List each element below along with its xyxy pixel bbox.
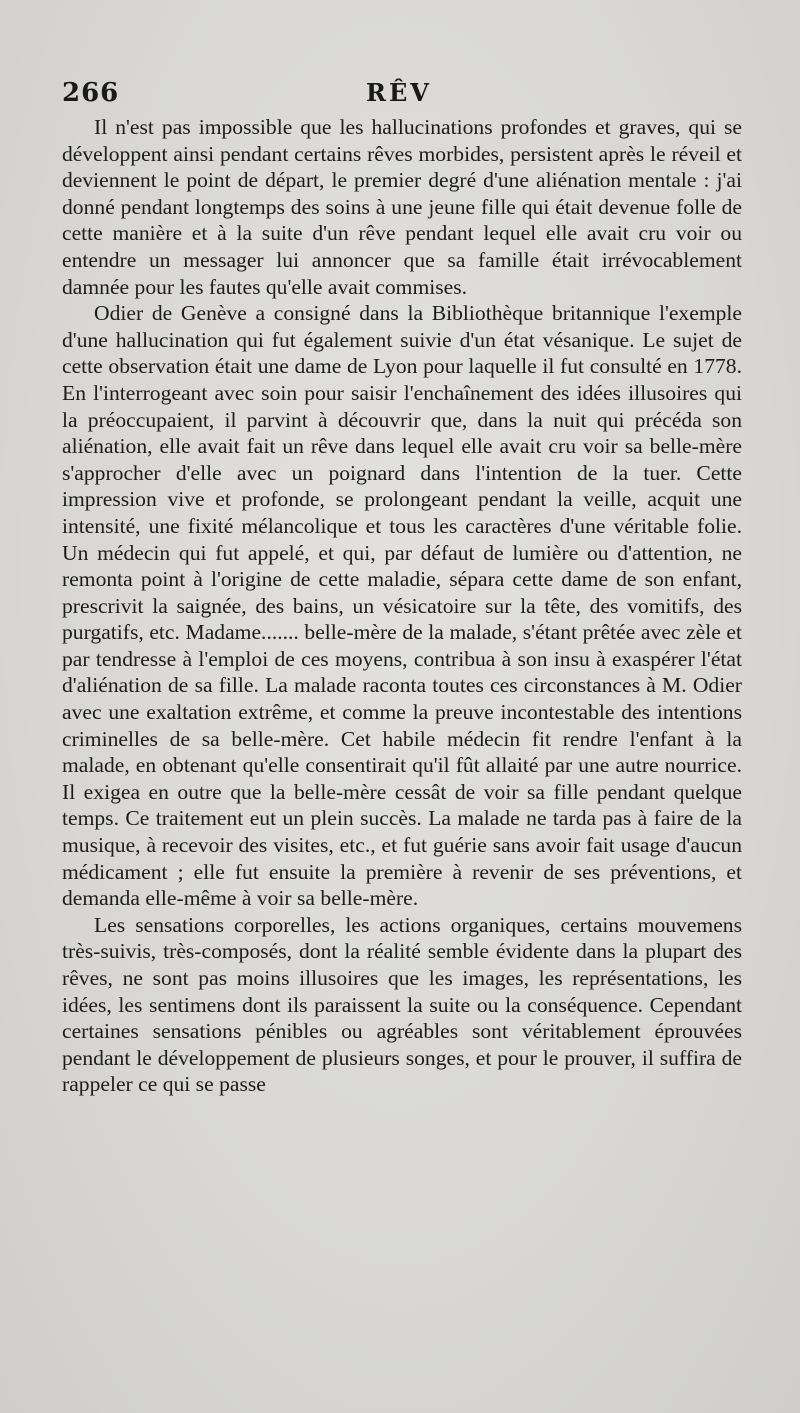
body-text (62, 114, 742, 1098)
running-head: RÊV (366, 78, 432, 107)
paragraph-1: Il n'est pas impossible que les hallucinations profondes et graves, qui se développent ainsi pendant certains rêves morbides, persistent après le réveil et deviennent le point de départ, le premier degré d'une aliénation mentale : j'ai donné pendant longtemps des soins à une jeune fille qui était devenue folle de cette manière et à la suite d'un rêve pendant lequel elle avait cru voir ou entendre un messager lui annoncer que sa famille était irrévocablement damnée pour les fautes qu'elle avait commises. (62, 115, 742, 299)
paragraph-3: Les sensations corporelles, les actions organiques, certains mouvemens très-suivis, très-composés, dont la réalité semble évidente dans la plupart des rêves, ne sont pas moins illusoires que les images, les représentations, les idées, les sentimens dont ils paraissent la suite ou la conséquence. Cependant certaines sensations pénibles ou agréables sont véritablement éprouvées pendant le développement de plusieurs songes, et pour le prouver, il suffira de rappeler ce qui se passe (62, 912, 742, 1097)
page-header (62, 78, 742, 114)
paragraph-2: Odier de Genève a consigné dans la Bibliothèque britannique l'exemple d'une hallucination qui fut également suivie d'un état vésanique. Le sujet de cette observation était une dame de Lyon pour laquelle il fut consulté en 1778. En l'interrogeant avec soin pour saisir l'enchaînement des idées illusoires qui la préoccupaient, il parvint à découvrir que, dans la nuit qui précéda son aliénation, elle avait fait un rêve dans lequel elle avait cru voir sa belle-mère s'approcher d'elle avec un poignard dans l'intention de la tuer. Cette impression vive et profonde, se prolongeant pendant la veille, acquit une intensité, une fixité mélancolique et tous les caractères d'une véritable folie. Un médecin qui fut appelé, et qui, par défaut de lumière ou d'attention, ne remonta point à l'origine de cette maladie, sépara cette dame de son enfant, prescrivit la saignée, des bains, un vésicatoire sur la tête, des vomitifs, des purgatifs, etc. Madame....... belle-mère de la malade, s'étant prêtée avec zèle et par tendresse à l'emploi de ces moyens, contribua à son insu à exaspérer l'état d'aliénation de sa fille. La malade raconta toutes ces circonstances à M. Odier avec une exaltation extrême, et comme la preuve incontestable des intentions criminelles de sa belle-mère. Cet habile médecin fit rendre l'enfant à la malade, en obtenant qu'elle consentirait qu'il fût allaité par une autre nourrice. Il exigea en outre que la belle-mère cessât de voir sa fille pendant quelque temps. Ce traitement eut un plein succès. La malade ne tarda pas à faire de la musique, à recevoir des visites, etc., et fut guérie sans avoir fait usage d'aucun médicament ; elle fut ensuite la première à revenir de ses préventions, et demanda elle-même à voir sa belle-mère. (62, 301, 742, 911)
page-number: 266 (62, 78, 120, 108)
